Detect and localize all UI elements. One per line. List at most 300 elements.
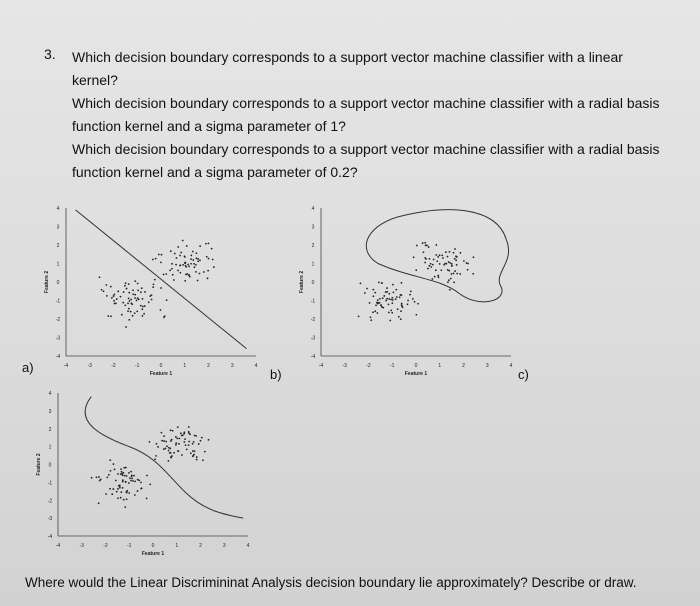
- data-point: [389, 320, 391, 322]
- data-point: [372, 295, 374, 297]
- data-point: [195, 264, 197, 266]
- data-point: [456, 273, 458, 275]
- data-point: [376, 312, 378, 314]
- x-tick-label: -2: [366, 363, 371, 369]
- data-point: [137, 490, 139, 492]
- data-point: [434, 276, 436, 278]
- data-point: [386, 291, 388, 293]
- data-point: [473, 256, 475, 258]
- data-point: [447, 281, 449, 283]
- data-point: [134, 312, 136, 314]
- question-text: [72, 46, 692, 184]
- x-tick-label: -1: [127, 543, 132, 549]
- data-point: [113, 294, 115, 296]
- data-point: [451, 265, 453, 267]
- data-point: [91, 477, 93, 479]
- data-point: [400, 310, 402, 312]
- data-point: [128, 308, 130, 310]
- data-point: [455, 259, 457, 261]
- data-point: [399, 296, 401, 298]
- data-point: [111, 297, 113, 299]
- data-point: [122, 474, 124, 476]
- question-line: kernel?: [72, 72, 118, 88]
- data-point: [169, 270, 171, 272]
- data-point: [183, 441, 185, 443]
- data-point: [168, 460, 170, 462]
- data-point: [179, 272, 181, 274]
- x-tick-label: -3: [79, 543, 84, 549]
- data-point: [149, 441, 151, 443]
- data-point: [449, 289, 451, 291]
- data-point: [199, 245, 201, 247]
- data-point: [120, 296, 122, 298]
- data-point: [103, 290, 105, 292]
- data-point: [450, 278, 452, 280]
- data-point: [204, 451, 206, 453]
- data-point: [207, 277, 209, 279]
- data-point: [431, 278, 433, 280]
- data-point: [410, 291, 412, 293]
- data-point: [171, 263, 173, 265]
- data-point: [190, 452, 192, 454]
- data-point: [449, 251, 451, 253]
- footer-question: Where would the Linear Discrimininat Analysis decision boundary lie approximately? Describe or draw.: [25, 575, 637, 590]
- data-point: [211, 248, 213, 250]
- x-tick-label: 2: [199, 543, 202, 549]
- data-point: [123, 467, 125, 469]
- data-point: [374, 310, 376, 312]
- data-point: [429, 258, 431, 260]
- data-point: [116, 491, 118, 493]
- data-point: [172, 274, 174, 276]
- data-point: [122, 481, 124, 483]
- data-point: [180, 264, 182, 266]
- data-point: [143, 313, 145, 315]
- x-tick-label: 0: [159, 363, 163, 369]
- data-point: [448, 279, 450, 281]
- x-tick-label: 3: [485, 363, 489, 369]
- data-point: [178, 438, 180, 440]
- data-point: [435, 244, 437, 246]
- data-point: [185, 444, 187, 446]
- x-tick-label: -4: [63, 363, 69, 369]
- data-point: [439, 263, 441, 265]
- data-point: [127, 302, 129, 304]
- data-point: [184, 262, 186, 264]
- data-point: [141, 487, 143, 489]
- data-point: [206, 256, 208, 258]
- y-tick-label: -2: [55, 317, 61, 323]
- data-point: [194, 266, 196, 268]
- y-tick-label: 3: [56, 224, 60, 231]
- data-point: [433, 259, 435, 261]
- data-point: [388, 298, 390, 300]
- data-point: [165, 441, 167, 443]
- data-point: [138, 480, 140, 482]
- data-point: [178, 443, 180, 445]
- y-tick-label: -2: [310, 317, 316, 323]
- data-point: [163, 448, 165, 450]
- data-point: [116, 298, 118, 300]
- data-point: [129, 477, 131, 479]
- data-point: [360, 282, 362, 284]
- data-point: [454, 248, 456, 250]
- y-tick-label: 2: [48, 426, 52, 433]
- data-point: [190, 263, 192, 265]
- data-point: [208, 439, 210, 441]
- data-point: [130, 299, 132, 301]
- data-point: [176, 438, 178, 440]
- data-point: [144, 305, 146, 307]
- x-tick-label: 0: [151, 543, 155, 549]
- data-point: [190, 255, 192, 257]
- data-point: [140, 305, 142, 307]
- data-point: [383, 295, 385, 297]
- data-point: [164, 315, 166, 317]
- data-point: [146, 475, 148, 477]
- data-point: [451, 263, 453, 265]
- data-point: [101, 289, 103, 291]
- data-point: [165, 273, 167, 275]
- data-point: [193, 441, 195, 443]
- data-point: [424, 242, 426, 244]
- data-point: [170, 440, 172, 442]
- data-point: [125, 282, 127, 284]
- data-point: [142, 306, 144, 308]
- data-point: [438, 276, 440, 278]
- data-point: [105, 493, 107, 495]
- data-point: [107, 315, 109, 317]
- data-point: [109, 488, 111, 490]
- data-point: [202, 459, 204, 461]
- data-point: [124, 506, 126, 508]
- data-point: [96, 476, 98, 478]
- data-point: [382, 297, 384, 299]
- data-point: [439, 254, 441, 256]
- data-point: [435, 269, 437, 271]
- data-point: [125, 326, 127, 328]
- data-point: [124, 305, 126, 307]
- data-point: [199, 273, 201, 275]
- data-point: [370, 319, 372, 321]
- data-point: [185, 266, 187, 268]
- data-point: [128, 297, 130, 299]
- data-point: [175, 264, 177, 266]
- data-point: [129, 300, 131, 302]
- data-point: [113, 463, 115, 465]
- data-point: [122, 472, 124, 474]
- y-tick-label: -4: [55, 354, 61, 360]
- data-point: [400, 318, 402, 320]
- data-point: [122, 487, 124, 489]
- data-point: [140, 482, 142, 484]
- data-point: [188, 266, 190, 268]
- data-point: [175, 444, 177, 446]
- data-point: [99, 480, 101, 482]
- data-point: [377, 299, 379, 301]
- data-point: [385, 300, 387, 302]
- data-point: [188, 274, 190, 276]
- data-point: [128, 319, 130, 321]
- data-point: [437, 275, 439, 277]
- y-tick-label: 4: [56, 206, 60, 212]
- data-point: [381, 282, 383, 284]
- data-point: [177, 246, 179, 248]
- data-point: [192, 450, 194, 452]
- data-point: [392, 284, 394, 286]
- data-point: [149, 483, 151, 485]
- data-point: [165, 448, 167, 450]
- x-tick-label: -3: [342, 363, 347, 369]
- data-point: [208, 258, 210, 260]
- data-point: [98, 476, 100, 478]
- data-point: [144, 291, 146, 293]
- data-point: [188, 444, 190, 446]
- data-point: [125, 491, 127, 493]
- data-point: [205, 243, 207, 245]
- y-tick-label: 2: [56, 243, 60, 249]
- data-point: [160, 309, 162, 311]
- data-point: [197, 258, 199, 260]
- y-tick-label: 1: [48, 444, 52, 451]
- data-point: [184, 280, 186, 282]
- data-point: [117, 488, 119, 490]
- x-tick-label: 4: [509, 363, 513, 369]
- data-point: [448, 261, 450, 263]
- data-point: [369, 302, 371, 304]
- data-point: [124, 285, 126, 287]
- question-number: 3.: [44, 46, 56, 62]
- data-point: [192, 443, 194, 445]
- data-point: [447, 256, 449, 258]
- data-point: [177, 270, 179, 272]
- data-point: [380, 305, 382, 307]
- data-point: [136, 299, 138, 301]
- data-point: [201, 437, 203, 439]
- data-point: [166, 299, 168, 301]
- data-point: [158, 254, 160, 256]
- data-point: [412, 298, 414, 300]
- data-point: [375, 304, 377, 306]
- data-point: [105, 284, 107, 286]
- data-point: [155, 455, 157, 457]
- data-point: [173, 452, 175, 454]
- y-tick-label: 1: [311, 261, 315, 268]
- data-point: [183, 431, 185, 433]
- data-point: [182, 434, 184, 436]
- data-point: [142, 298, 144, 300]
- data-point: [453, 281, 455, 283]
- data-point: [134, 494, 136, 496]
- data-point: [140, 291, 142, 293]
- data-point: [207, 270, 209, 272]
- x-axis-label: Feature 1: [149, 371, 173, 377]
- data-point: [131, 477, 133, 479]
- label-a: a): [22, 360, 34, 375]
- data-point: [453, 272, 455, 274]
- data-point: [423, 251, 425, 253]
- data-point: [453, 252, 455, 254]
- data-point: [388, 293, 390, 295]
- data-point: [197, 280, 199, 282]
- data-point: [177, 426, 179, 428]
- data-point: [111, 493, 113, 495]
- data-point: [113, 295, 115, 297]
- data-point: [366, 288, 368, 290]
- y-tick-label: 4: [48, 391, 52, 397]
- data-point: [192, 251, 194, 253]
- data-point: [463, 260, 465, 262]
- question-line: Which decision boundary corresponds to a support vector machine classifier with a linear: [72, 49, 623, 65]
- y-tick-label: -3: [310, 335, 316, 342]
- x-tick-label: 4: [246, 543, 250, 549]
- data-point: [112, 488, 114, 490]
- data-point: [168, 447, 170, 449]
- data-point: [163, 440, 165, 442]
- data-point: [130, 302, 132, 304]
- data-point: [137, 283, 139, 285]
- data-point: [151, 294, 153, 296]
- data-point: [152, 286, 154, 288]
- data-point: [203, 271, 205, 273]
- x-tick-label: 3: [222, 543, 226, 549]
- question-line: function kernel and a sigma parameter of 1?: [72, 118, 346, 134]
- y-axis-label: Feature 2: [44, 270, 50, 294]
- y-tick-label: -1: [310, 298, 316, 305]
- decision-boundary: [85, 397, 243, 519]
- data-point: [466, 262, 468, 264]
- data-point: [447, 269, 449, 271]
- data-point: [396, 296, 398, 298]
- y-tick-label: -2: [47, 498, 53, 505]
- data-point: [454, 258, 456, 260]
- question-line: Which decision boundary corresponds to a support vector machine classifier with a radial basis: [72, 95, 660, 111]
- data-point: [157, 446, 159, 448]
- data-point: [409, 294, 411, 296]
- data-point: [425, 258, 427, 260]
- data-point: [110, 470, 112, 472]
- data-point: [126, 498, 128, 500]
- data-point: [160, 261, 162, 263]
- data-point: [391, 312, 393, 314]
- data-point: [134, 480, 136, 482]
- data-point: [456, 256, 458, 258]
- data-point: [152, 259, 154, 261]
- y-tick-label: 0: [48, 462, 52, 469]
- data-point: [132, 480, 134, 482]
- label-c: c): [518, 367, 529, 382]
- data-point: [126, 288, 128, 290]
- data-point: [196, 252, 198, 254]
- x-tick-label: 0: [414, 363, 418, 369]
- x-tick-label: -3: [87, 363, 92, 369]
- data-point: [172, 430, 174, 432]
- y-axis-label: Feature 2: [36, 453, 42, 476]
- data-point: [161, 254, 163, 256]
- plot-c: [30, 385, 260, 560]
- y-tick-label: -4: [310, 354, 316, 360]
- y-tick-label: -1: [55, 298, 61, 305]
- data-point: [472, 273, 474, 275]
- data-point: [198, 443, 200, 445]
- data-point: [467, 269, 469, 271]
- data-point: [370, 316, 372, 318]
- data-point: [166, 445, 168, 447]
- data-point: [184, 255, 186, 257]
- data-point: [440, 269, 442, 271]
- data-point: [378, 281, 380, 283]
- data-point: [141, 287, 143, 289]
- data-point: [161, 432, 163, 434]
- data-point: [127, 310, 129, 312]
- data-point: [435, 254, 437, 256]
- data-point: [142, 315, 144, 317]
- data-point: [161, 440, 163, 442]
- data-point: [372, 289, 374, 291]
- y-tick-label: 0: [311, 280, 315, 286]
- data-point: [170, 452, 172, 454]
- data-point: [192, 259, 194, 261]
- data-point: [128, 482, 130, 484]
- data-point: [451, 273, 453, 275]
- data-point: [364, 292, 366, 294]
- data-point: [171, 455, 173, 457]
- plot-a: [38, 200, 268, 380]
- data-point: [120, 491, 122, 493]
- data-point: [407, 300, 409, 302]
- label-b: b): [270, 367, 282, 382]
- data-point: [413, 256, 415, 258]
- data-point: [128, 472, 130, 474]
- data-point: [155, 258, 157, 260]
- y-tick-label: 0: [56, 280, 60, 286]
- data-point: [115, 480, 117, 482]
- x-tick-label: -4: [55, 543, 61, 549]
- data-point: [443, 264, 445, 266]
- x-tick-label: 3: [230, 363, 234, 369]
- data-point: [177, 450, 179, 452]
- data-point: [445, 251, 447, 253]
- data-point: [391, 302, 393, 304]
- x-tick-label: 2: [207, 363, 210, 369]
- data-point: [442, 257, 444, 259]
- data-point: [106, 476, 108, 478]
- data-point: [379, 302, 381, 304]
- data-point: [181, 454, 183, 456]
- data-point: [194, 450, 196, 452]
- data-point: [397, 308, 399, 310]
- data-point: [146, 498, 148, 500]
- data-point: [130, 311, 132, 313]
- question-line: Which decision boundary corresponds to a support vector machine classifier with a radial basis: [72, 141, 660, 157]
- data-point: [182, 240, 184, 242]
- data-point: [180, 252, 182, 254]
- data-point: [407, 303, 409, 305]
- data-point: [402, 307, 404, 309]
- data-point: [188, 426, 190, 428]
- question-line: function kernel and a sigma parameter of 0.2?: [72, 164, 358, 180]
- data-point: [415, 269, 417, 271]
- data-point: [400, 294, 402, 296]
- x-tick-label: 1: [175, 543, 179, 549]
- data-point: [212, 259, 214, 261]
- data-point: [195, 271, 197, 273]
- data-point: [187, 264, 189, 266]
- data-point: [426, 244, 428, 246]
- data-point: [381, 306, 383, 308]
- data-point: [128, 283, 130, 285]
- data-point: [377, 303, 379, 305]
